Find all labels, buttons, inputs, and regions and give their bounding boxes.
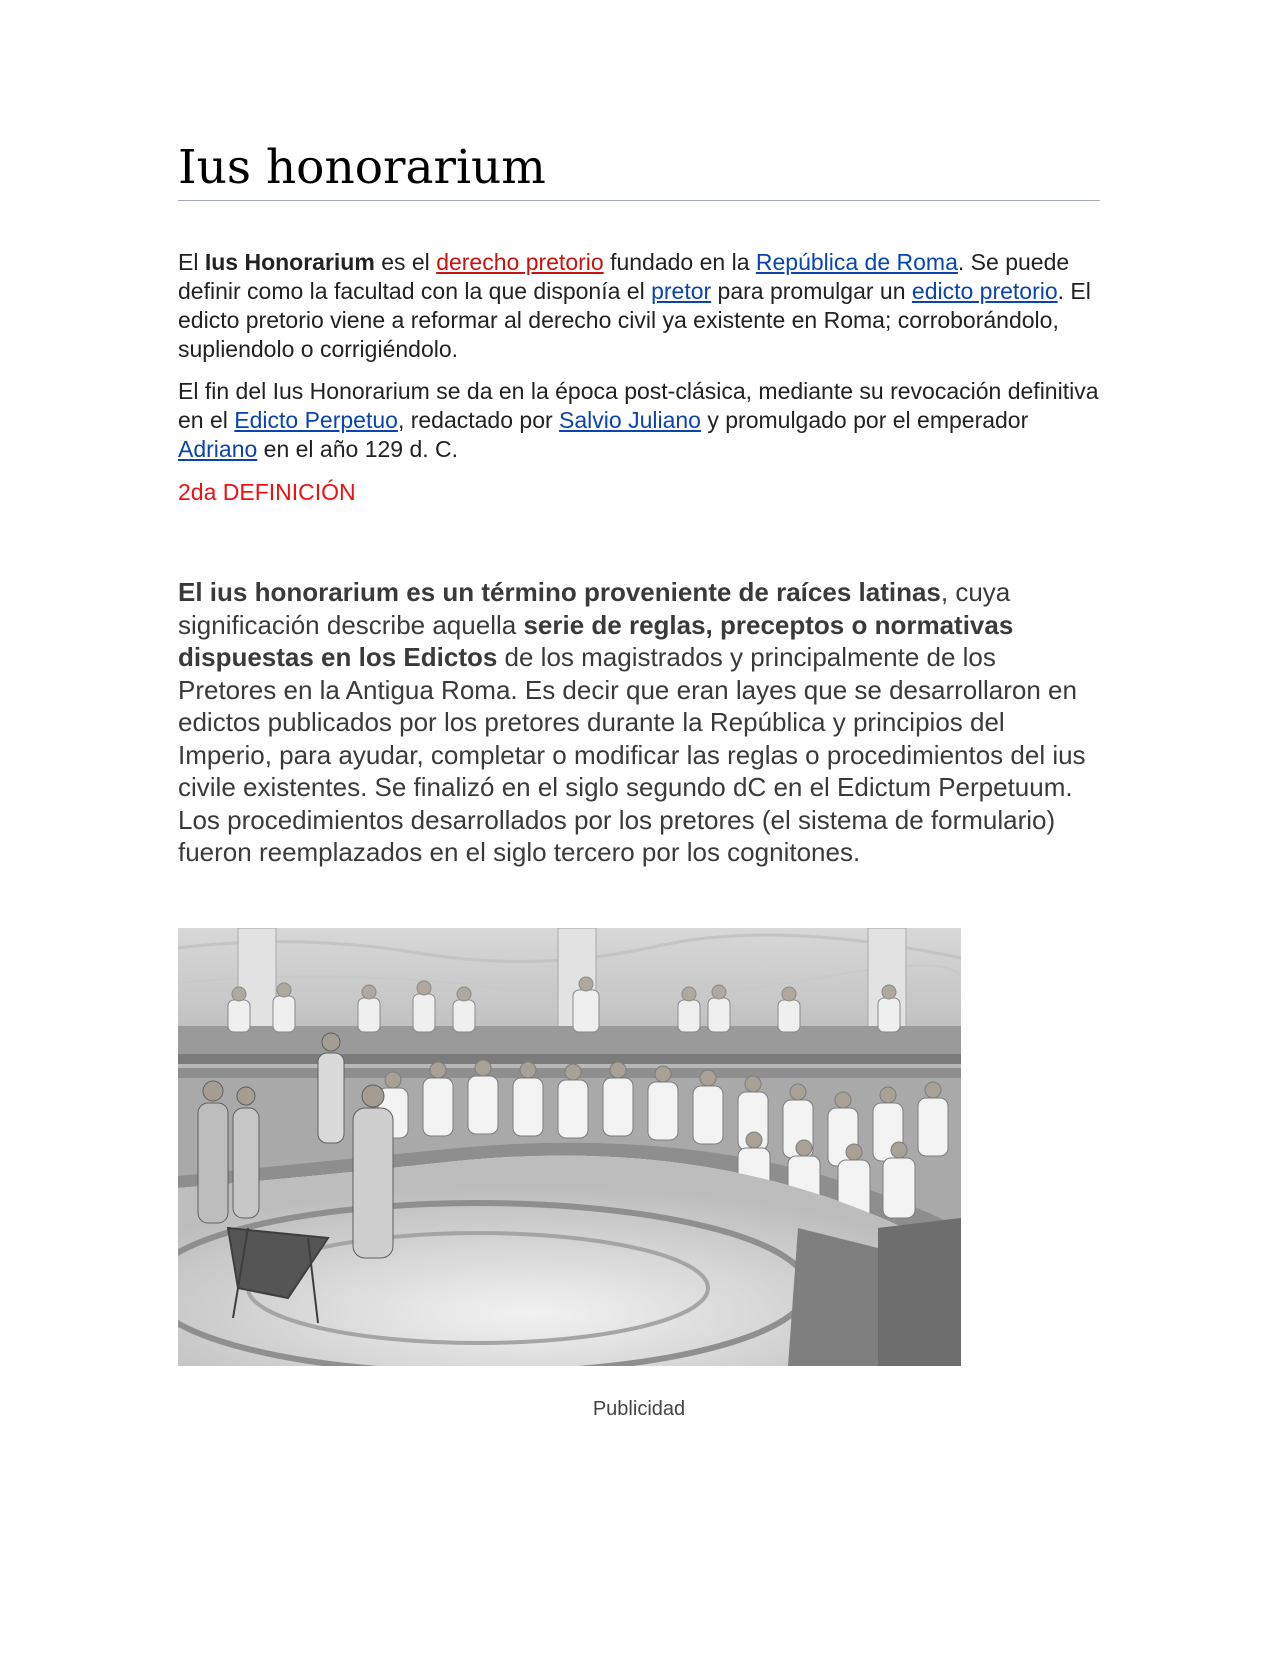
text-span: y promulgado por el emperador — [700, 407, 1029, 433]
text-span: El — [178, 249, 205, 275]
text-span: de los magistrados y principalmente de los Pretores en la Antigua Roma. Es decir que eran layes que se desarrollaron en edictos publicados por los pretores durante la República y principios del Imperio, para ayudar, completar o modificar las reglas o procedimientos del ius civile existentes. Se finalizó en el siglo segundo dC en el Edictum Perpetuum. Los procedimientos desarrollados por los pretores (el sistema de formulario) fueron reemplazados en el siglo tercero por los cognitones. — [178, 642, 1086, 867]
definition-paragraph — [178, 576, 1100, 869]
roman-senate-image — [178, 928, 961, 1366]
bold-term: Ius Honorarium — [204, 249, 375, 275]
end-paragraph — [178, 377, 1100, 464]
text-span: fundado en la — [603, 249, 756, 275]
image-caption: Publicidad — [592, 1398, 686, 1420]
link-edicto-perpetuo[interactable]: Edicto Perpetuo — [234, 407, 398, 433]
link-adriano[interactable]: Adriano — [178, 436, 258, 462]
text-span: , cuya significación describe aquella — [178, 577, 1011, 640]
text-span: en el año 129 d. C. — [257, 436, 459, 462]
intro-paragraph — [178, 248, 1100, 364]
text-span: El fin del Ius Honorarium se da en la época post-clásica, mediante su revocación definitiva en el — [178, 378, 1099, 433]
link-pretor[interactable]: pretor — [651, 278, 712, 304]
text-span: para promulgar un — [711, 278, 912, 304]
text-span: , redactado por — [397, 407, 560, 433]
bold-phrase: El ius honorarium es un término proveniente de raíces latinas — [178, 577, 941, 607]
link-derecho-pretorio[interactable]: derecho pretorio — [436, 249, 604, 275]
text-span: es el — [374, 249, 437, 275]
link-republica-de-roma[interactable]: República de Roma — [755, 249, 958, 275]
link-edicto-pretorio[interactable]: edicto pretorio — [911, 278, 1058, 304]
bold-phrase: serie de reglas, preceptos o normativas dispuestas en los Edictos — [178, 609, 1014, 672]
text-span: . El edicto pretorio viene a reformar al derecho civil ya existente en Roma; corroborándolo, supliendolo o corrigiéndolo. — [178, 278, 1091, 362]
page-title: Ius honorarium — [178, 140, 1100, 201]
link-salvio-juliano[interactable]: Salvio Juliano — [559, 407, 701, 433]
text-span: . Se puede definir como la facultad con la que disponía el — [178, 249, 1070, 304]
second-definition-heading: 2da DEFINICIÓN — [178, 479, 356, 505]
